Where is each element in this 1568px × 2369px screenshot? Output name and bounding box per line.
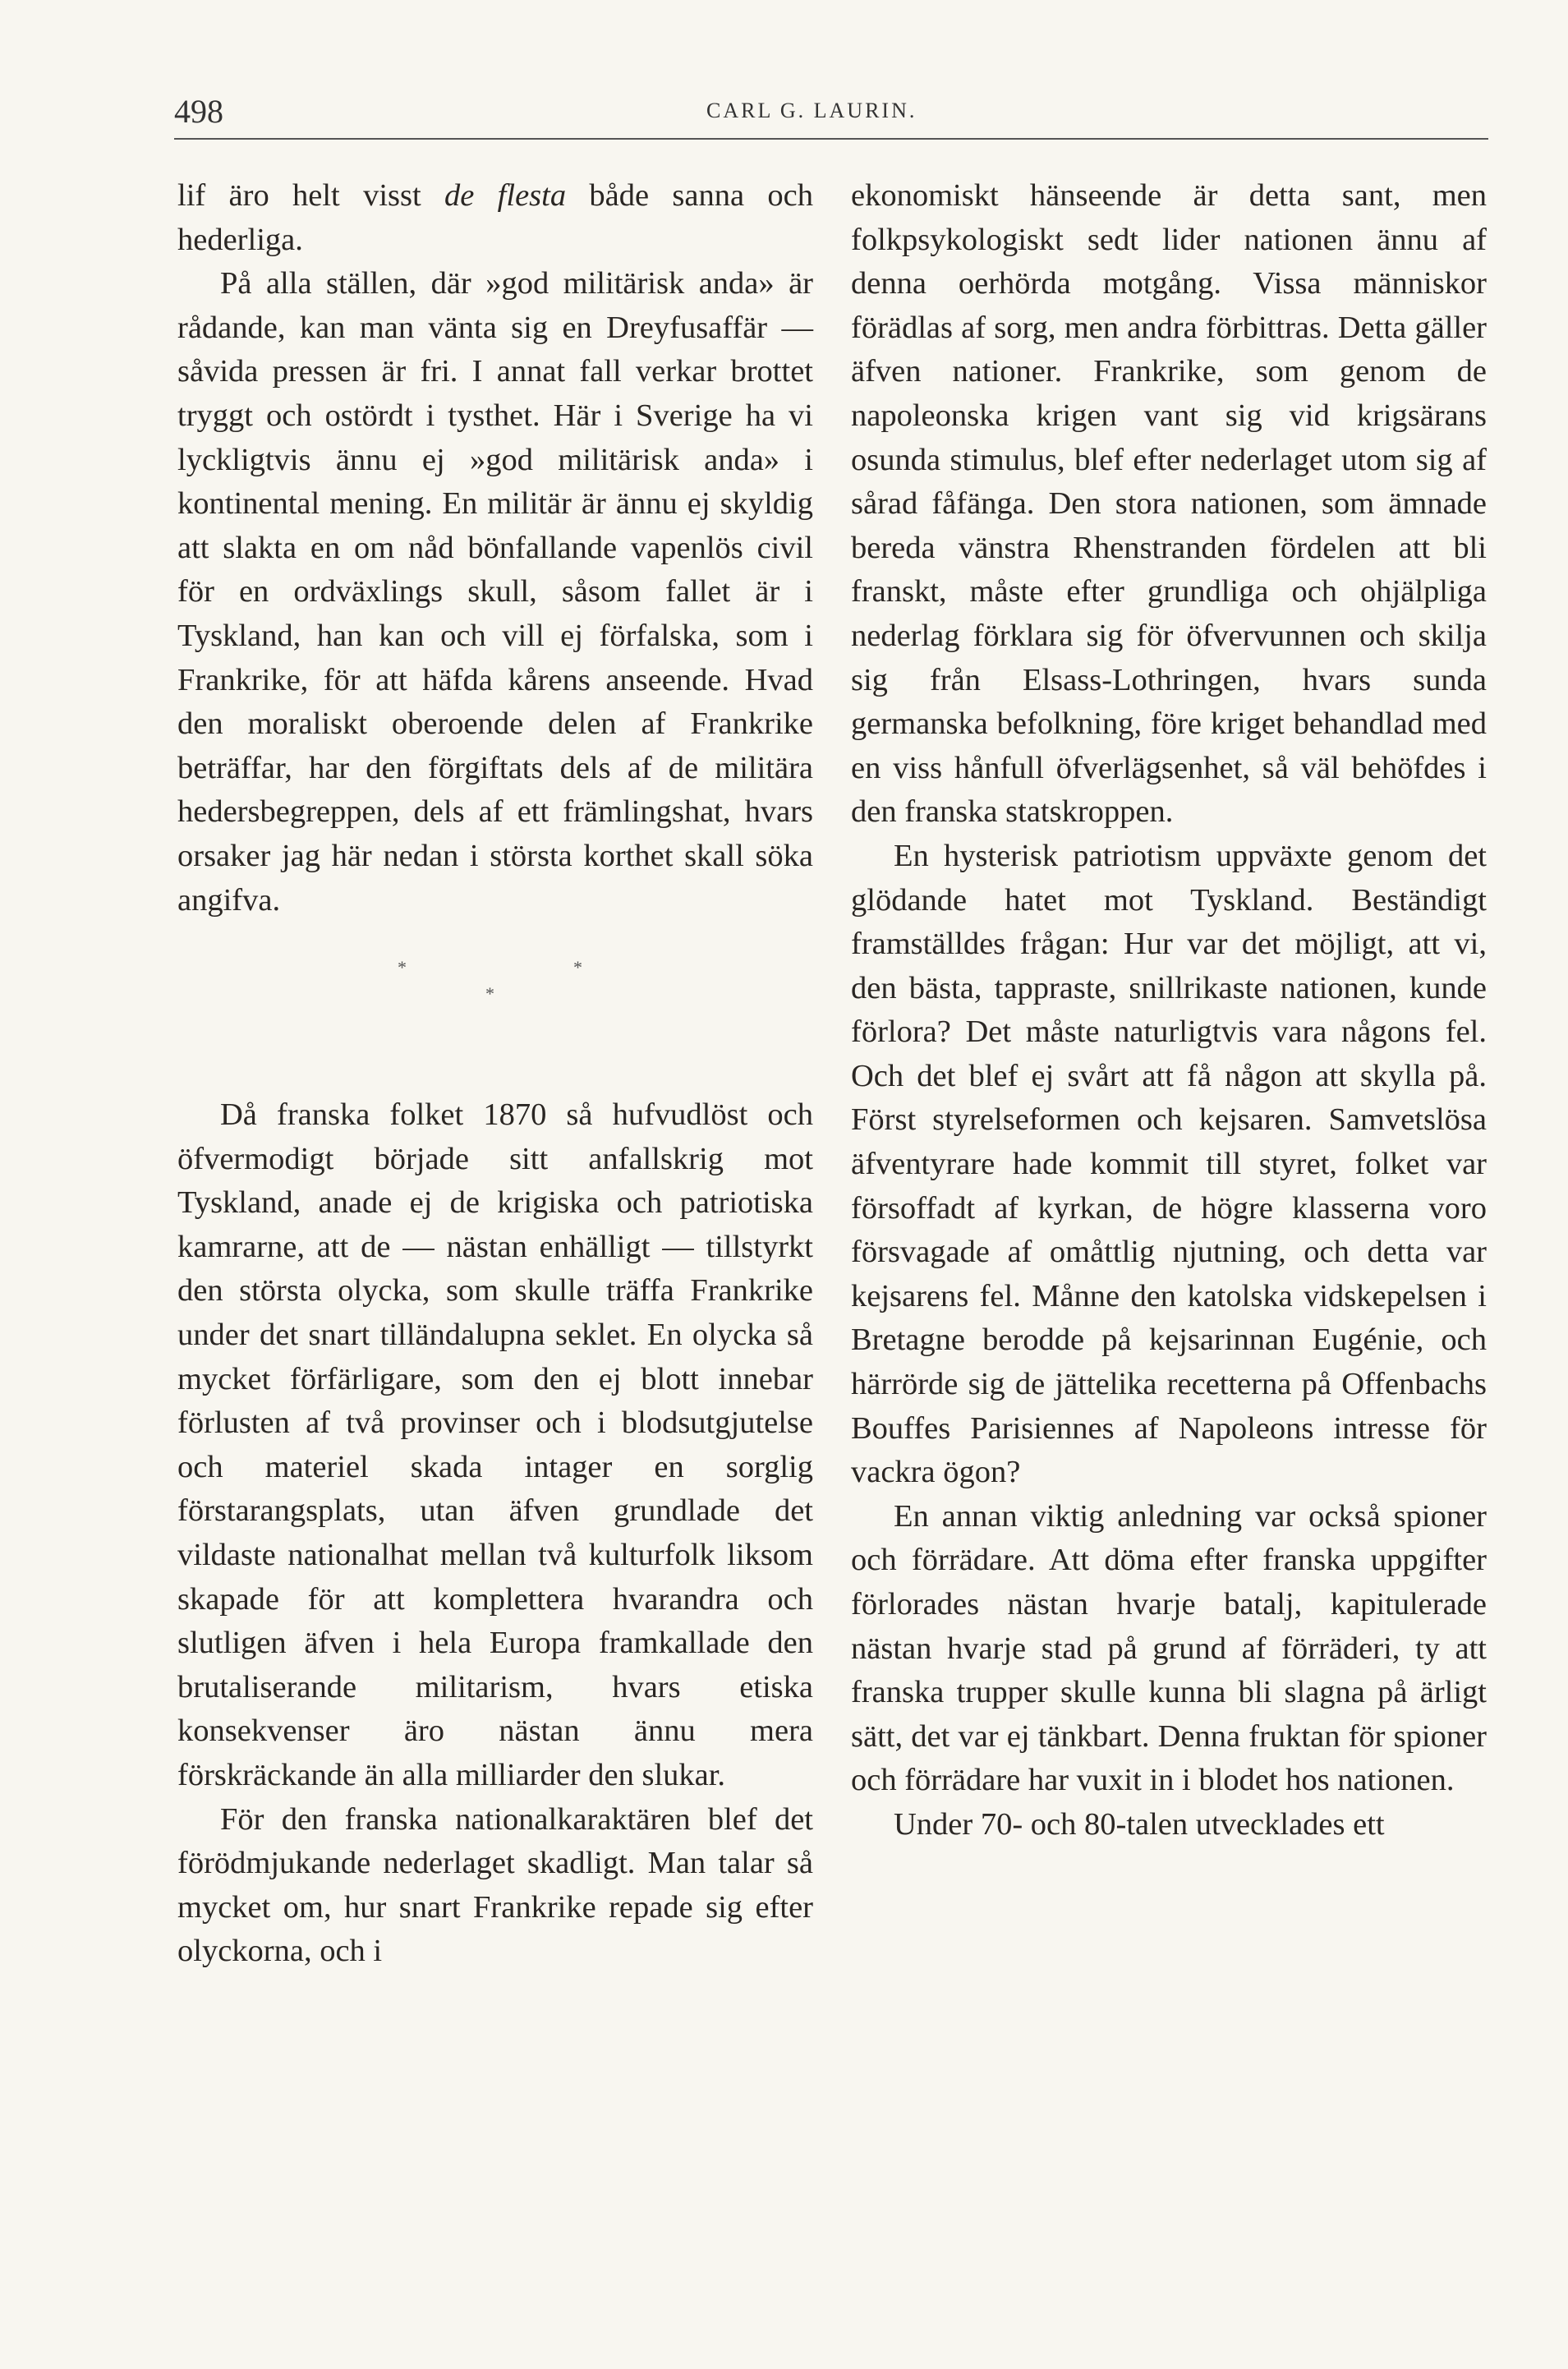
running-head: CARL G. LAURIN. bbox=[706, 99, 917, 122]
paragraph: En hysterisk patriotism uppväxte genom det glödande hatet mot Tyskland. Beständigt framställdes frågan: Hur var det möjligt, att vi, den bästa, tappraste, snillrikaste nationen, kunde förlora? Det måste naturligtvis vara någons fel. Och det blef ej svårt att få någon att skylla på. Först styrelseformen och kejsaren. Samvetslösa äfventyrare hade kommit till styret, folket var försoffadt af kyrkan, de högre klasserna voro försvagade af omåttlig njutning, och detta var kejsarens fel. Månne den katolska vidskepelsen i Bretagne berodde på kejsarinnan Eugénie, och härrörde sig de jättelika recetterna på Offenbachs Bouffes Parisiennes af Napoleons intresse för vackra ögon? bbox=[851, 838, 1487, 1490]
page-number: 498 bbox=[174, 93, 223, 130]
paragraph-text: både sanna och hederliga. bbox=[177, 178, 813, 257]
paragraph: Under 70- och 80-talen utvecklades ett bbox=[894, 1806, 1385, 1842]
paragraph: En annan viktig anledning var också spioner och förrädare. Att döma efter franska uppgifter förlorades nästan hvarje batalj, kapitulerade nästan hvarje stad på grund af förräderi, ty att franska trupper skulle kunna bli slagna på ärligt sätt, det var ej tänkbart. Denna fruktan för spioner och förrädare har vuxit in i blodet hos nationen. bbox=[851, 1498, 1487, 1798]
right-column bbox=[851, 174, 1487, 1847]
paragraph: På alla ställen, där »god militärisk anda» är rådande, kan man vänta sig en Dreyfusaffär — såvida pressen är fri. I annat fall verkar brottet tryggt och ostördt i tysthet. Här i Sverige ha vi lyckligtvis ännu ej »god militärisk anda» i kontinental mening. En militär är ännu ej skyldig att slakta en om nåd bönfallande vapenlös civil för en ordväxlings skull, såsom fallet är i Tyskland, han kan och vill ej förfalska, som i Frankrike, för att häfda kårens anseende. Hvad den moraliskt oberoende delen af Frankrike beträffar, har den förgiftats dels af de militära hedersbegreppen, dels af ett främlingshat, hvars orsaker jag här nedan i största korthet skall söka angifva. bbox=[177, 266, 813, 918]
paragraph-continuation: ekonomiskt hänseende är detta sant, men folkpsykologiskt sedt lider nationen ännu af denna oerhörda motgång. Vissa människor förädlas af sorg, men andra förbittras. Detta gäller äfven nationer. Frankrike, som genom de napoleonska krigen vant sig vid krigsärans osunda stimulus, blef efter nederlaget utom sig af sårad fåfänga. Den stora nationen, som ämnade bereda vänstra Rhenstranden fördelen att bli franskt, måste efter grundliga och ohjälpliga nederlag förklara sig för öfvervunnen och skilja sig från Elsass-Lothringen, hvars sunda germanska befolkning, före kriget behandlad med en viss hånfull öfverlägsenhet, så väl behöfdes i den franska statskroppen. bbox=[851, 178, 1487, 830]
header-rule bbox=[174, 138, 1488, 140]
asterism-star: * bbox=[485, 983, 494, 1005]
emphasis-text: de flesta bbox=[444, 178, 567, 213]
paragraph-text: lif äro helt visst bbox=[177, 178, 445, 213]
paragraph-continuation bbox=[177, 174, 813, 262]
paragraph: Då franska folket 1870 så hufvudlöst och öfvermodigt började sitt anfallskrig mot Tyskland, anade ej de krigiska och patriotiska kamrarne, att de — nästan enhälligt — tillstyrkt den största olycka, som skulle träffa Frankrike under det snart tilländalupna seklet. En olycka så mycket förfärligare, som den ej blott innebar förlusten af två provinser och i blodsutgjutelse och materiel skada intager en sorglig förstarangsplats, utan äfven grundlade det vildaste nationalhat mellan två kulturfolk liksom skapade för att komplettera hvarandra och slutligen äfven i hela Europa framkallade den brutaliserande militarism, hvars etiska konsekvenser äro nästan ännu mera förskräckande än alla milliarder den slukar. bbox=[177, 1097, 813, 1792]
asterism-star: * bbox=[573, 957, 582, 978]
left-column bbox=[177, 174, 813, 1974]
paragraph: För den franska nationalkaraktären blef det förödmjukande nederlaget skadligt. Man talar så mycket om, hur snart Frankrike repade sig efter olyckorna, och i bbox=[177, 1801, 813, 1969]
asterism-divider bbox=[177, 922, 813, 1093]
asterism-star: * bbox=[398, 957, 407, 978]
